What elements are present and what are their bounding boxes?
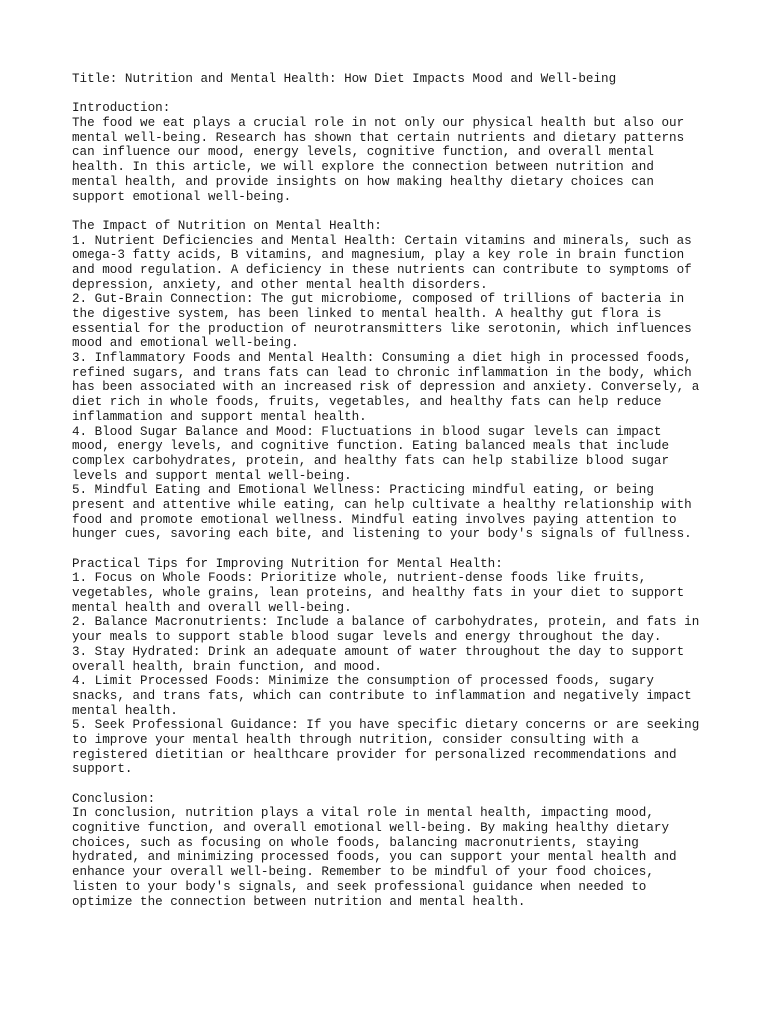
paragraph-line: refined sugars, and trans fats can lead to chronic inflammation in the body, which — [72, 365, 692, 380]
section-heading: Introduction: — [72, 101, 171, 116]
document-page — [72, 72, 712, 909]
document-title: Title: Nutrition and Mental Health: How Diet Impacts Mood and Well-being — [72, 72, 617, 86]
paragraph-line: inflammation and support mental health. — [72, 409, 367, 424]
paragraph-line: 2. Gut-Brain Connection: The gut microbiome, composed of trillions of bacteria in — [72, 292, 685, 307]
paragraph-line: 5. Mindful Eating and Emotional Wellness: Practicing mindful eating, or being — [72, 483, 654, 498]
paragraph-line: choices, such as focusing on whole foods, balancing macronutrients, staying — [72, 835, 639, 850]
paragraph-line: mental health. — [72, 703, 178, 718]
paragraph-line: present and attentive while eating, can help cultivate a healthy relationship with — [72, 497, 692, 512]
paragraph-line: to improve your mental health through nutrition, consider consulting with a — [72, 732, 639, 747]
impact-section — [72, 219, 712, 542]
paragraph-line: diet rich in whole foods, fruits, vegetables, and healthy fats can help reduce — [72, 395, 662, 410]
paragraph-line: enhance your overall well-being. Remember to be mindful of your food choices, — [72, 865, 654, 880]
paragraph-line: your meals to support stable blood sugar levels and energy throughout the day. — [72, 630, 662, 645]
paragraph-line: has been associated with an increased risk of depression and anxiety. Conversely, a — [72, 380, 700, 395]
paragraph-line: mood and emotional well-being. — [72, 336, 299, 351]
paragraph-line: mood, energy levels, and cognitive function. Eating balanced meals that include — [72, 439, 670, 454]
paragraph-line: health. In this article, we will explore the connection between nutrition and — [72, 160, 654, 175]
paragraph-line: can influence our mood, energy levels, cognitive function, and overall mental — [72, 145, 654, 160]
spacer — [72, 204, 712, 219]
spacer — [72, 87, 712, 102]
paragraph-line: vegetables, whole grains, lean proteins, and healthy fats in your diet to support — [72, 586, 685, 601]
paragraph-line: 3. Stay Hydrated: Drink an adequate amount of water throughout the day to support — [72, 644, 685, 659]
paragraph-line: essential for the production of neurotransmitters like serotonin, which influences — [72, 321, 692, 336]
section-heading: Conclusion: — [72, 791, 156, 806]
section-heading: The Impact of Nutrition on Mental Health: — [72, 218, 382, 233]
paragraph-line: cognitive function, and overall emotional well-being. By making healthy dietary — [72, 821, 670, 836]
paragraph-line: support emotional well-being. — [72, 189, 292, 204]
paragraph-line: mental health and overall well-being. — [72, 600, 352, 615]
spacer — [72, 777, 712, 792]
paragraph-line: levels and support mental well-being. — [72, 468, 352, 483]
paragraph-line: and mood regulation. A deficiency in these nutrients can contribute to symptoms of — [72, 262, 692, 277]
section-heading: Practical Tips for Improving Nutrition for Mental Health: — [72, 556, 503, 571]
paragraph-line: depression, anxiety, and other mental health disorders. — [72, 277, 488, 292]
paragraph-line: optimize the connection between nutrition and mental health. — [72, 894, 526, 909]
paragraph-line: mental health, and provide insights on how making healthy dietary choices can — [72, 174, 654, 189]
paragraph-line: listen to your body's signals, and seek professional guidance when needed to — [72, 879, 647, 894]
paragraph-line: 3. Inflammatory Foods and Mental Health: Consuming a diet high in processed foods, — [72, 351, 692, 366]
paragraph-line: registered dietitian or healthcare provider for personalized recommendations and — [72, 747, 677, 762]
paragraph-line: The food we eat plays a crucial role in not only our physical health but also our — [72, 116, 685, 131]
paragraph-line: hunger cues, savoring each bite, and listening to your body's signals of fullness. — [72, 527, 692, 542]
paragraph-line: overall health, brain function, and mood. — [72, 659, 382, 674]
paragraph-line: snacks, and trans fats, which can contribute to inflammation and negatively impact — [72, 688, 692, 703]
paragraph-line: 1. Nutrient Deficiencies and Mental Health: Certain vitamins and minerals, such as — [72, 233, 692, 248]
paragraph-line: 2. Balance Macronutrients: Include a balance of carbohydrates, protein, and fats in — [72, 615, 700, 630]
paragraph-line: 4. Blood Sugar Balance and Mood: Fluctuations in blood sugar levels can impact — [72, 424, 662, 439]
tips-section — [72, 557, 712, 777]
paragraph-line: support. — [72, 762, 133, 777]
paragraph-line: 5. Seek Professional Guidance: If you have specific dietary concerns or are seeking — [72, 718, 700, 733]
paragraph-line: the digestive system, has been linked to mental health. A healthy gut flora is — [72, 307, 662, 321]
paragraph-line: In conclusion, nutrition plays a vital role in mental health, impacting mood, — [72, 806, 654, 821]
paragraph-line: 1. Focus on Whole Foods: Prioritize whole, nutrient-dense foods like fruits, — [72, 571, 647, 586]
spacer — [72, 542, 712, 557]
paragraph-line: food and promote emotional wellness. Mindful eating involves paying attention to — [72, 512, 677, 527]
paragraph-line: mental well-being. Research has shown that certain nutrients and dietary patterns — [72, 130, 685, 145]
paragraph-line: omega-3 fatty acids, B vitamins, and magnesium, play a key role in brain function — [72, 248, 685, 263]
introduction-section — [72, 101, 712, 204]
paragraph-line: 4. Limit Processed Foods: Minimize the consumption of processed foods, sugary — [72, 674, 654, 689]
paragraph-line: complex carbohydrates, protein, and healthy fats can help stabilize blood sugar — [72, 453, 670, 468]
conclusion-section — [72, 792, 712, 910]
paragraph-line: hydrated, and minimizing processed foods, you can support your mental health and — [72, 850, 677, 865]
